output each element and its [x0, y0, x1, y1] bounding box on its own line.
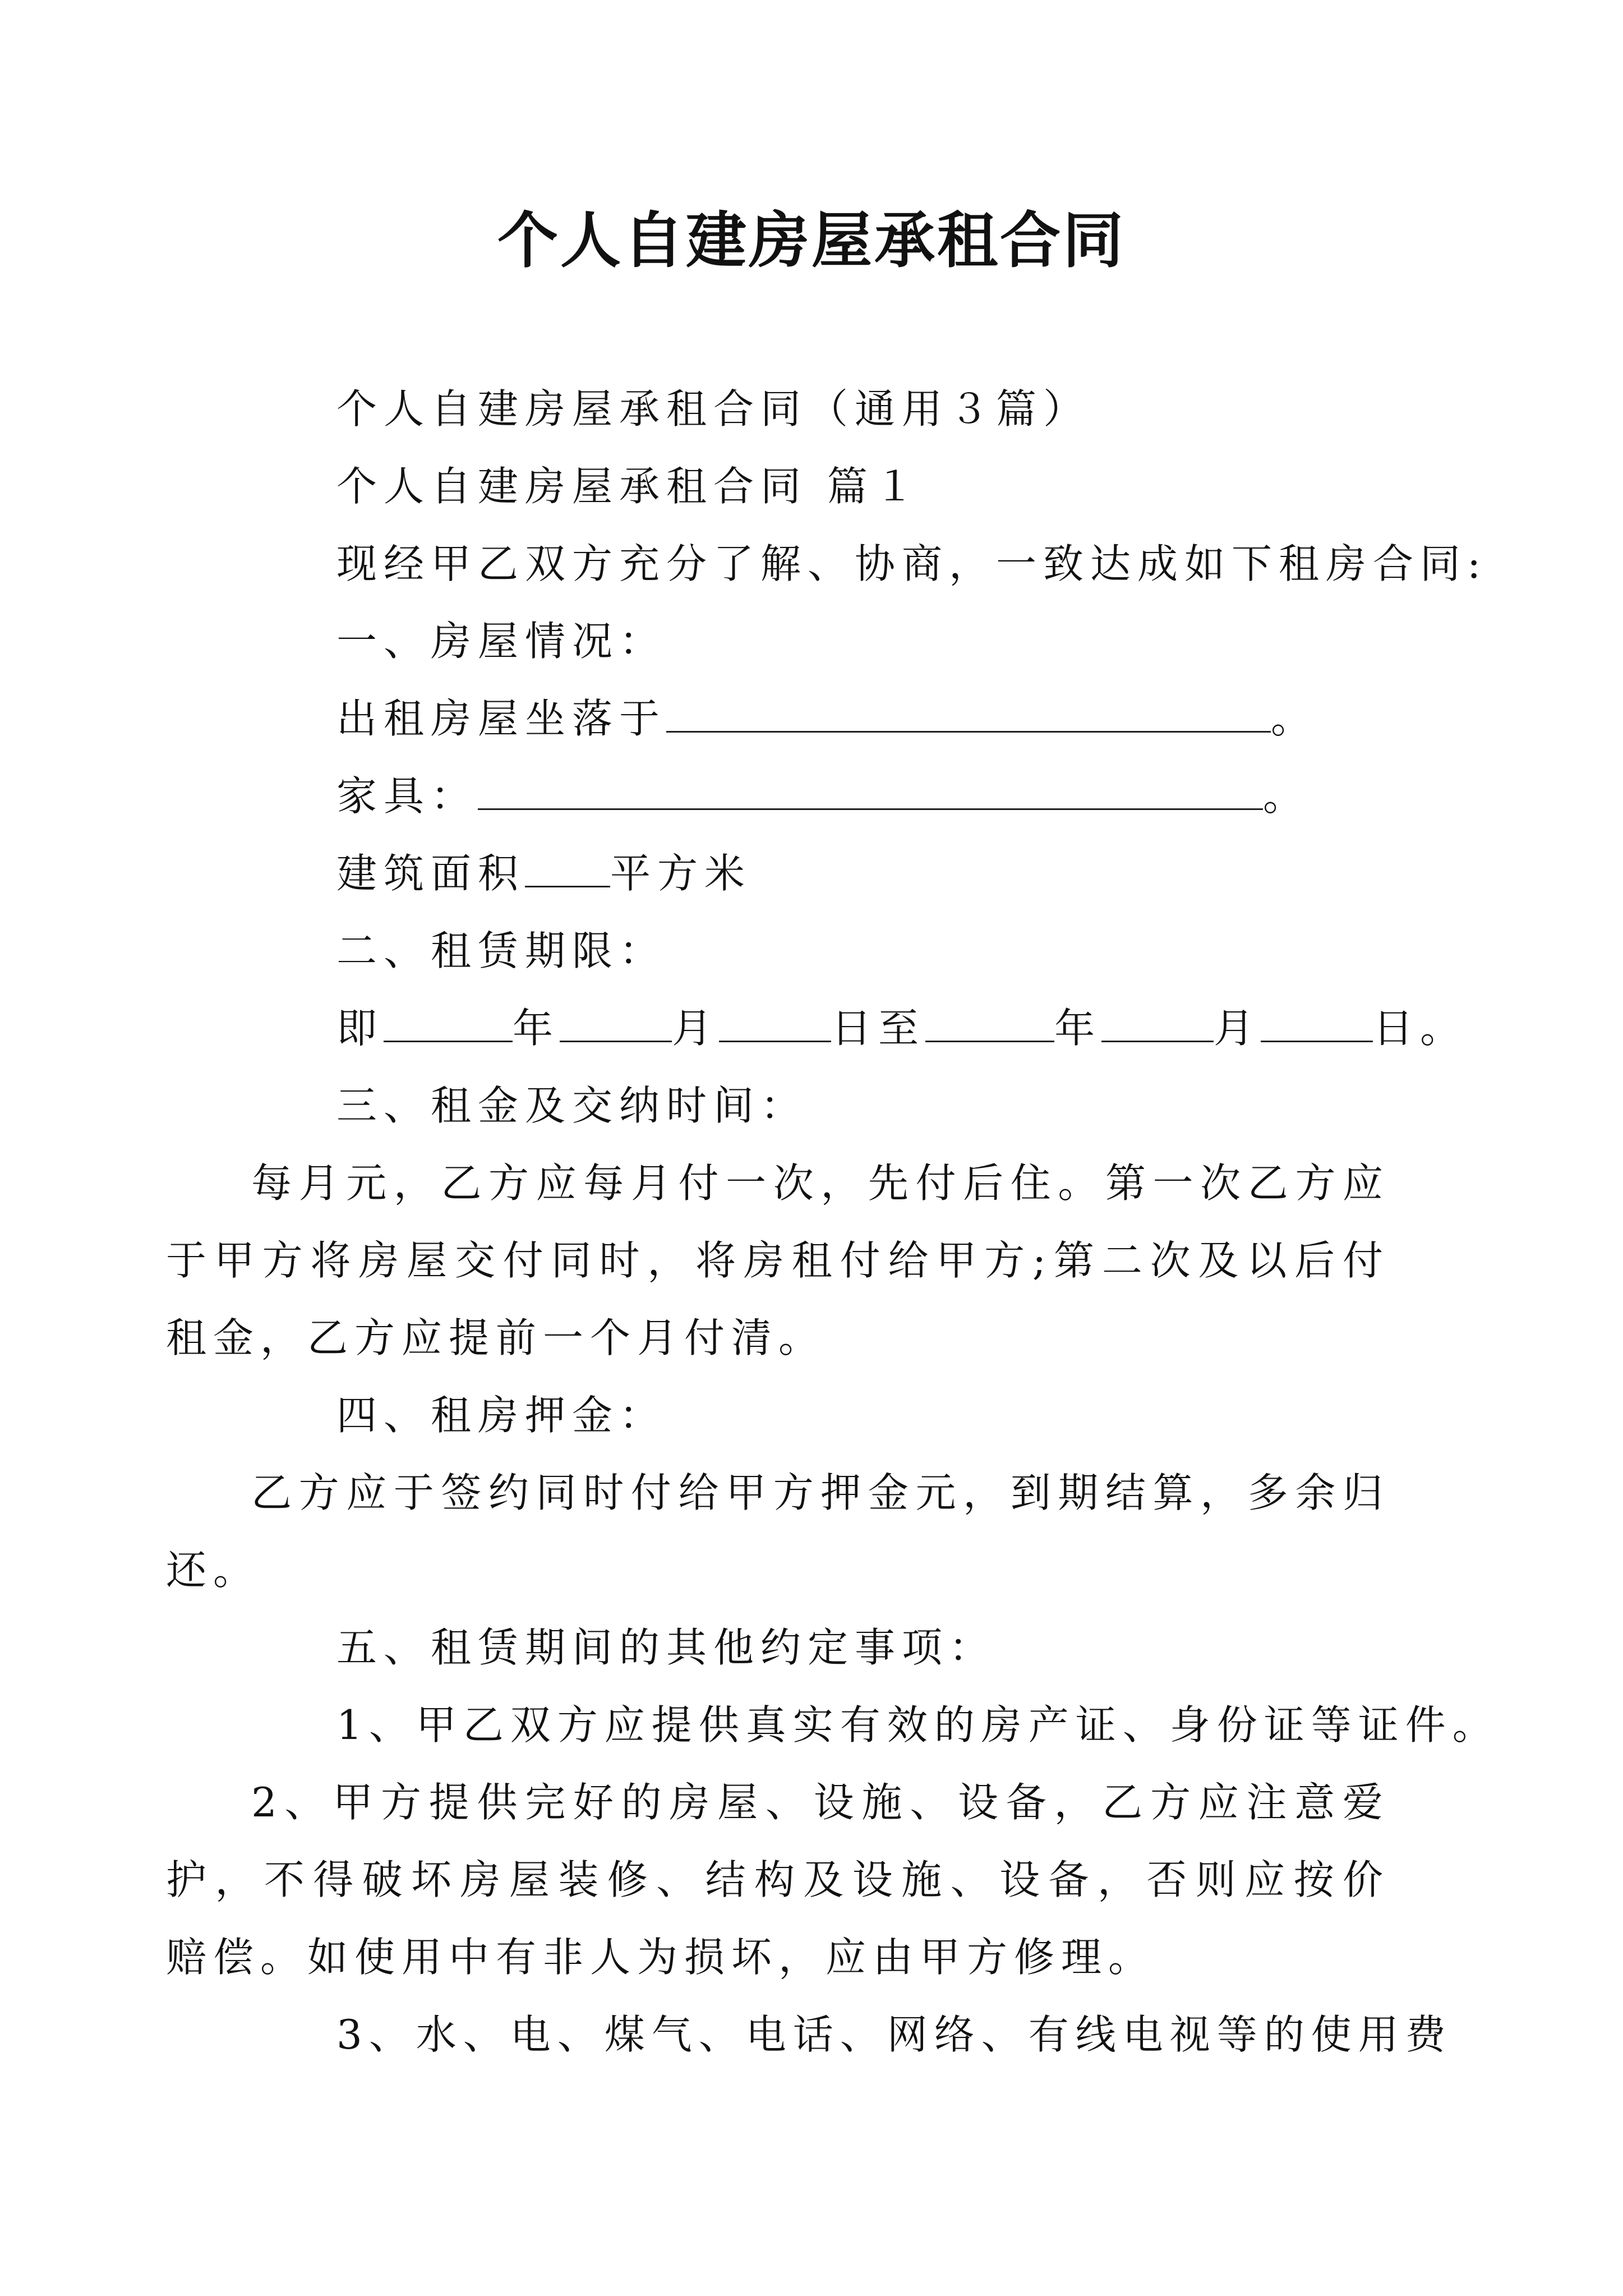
- item-3: 3、水、电、煤气、电话、网络、有线电视等的使用费: [336, 2011, 1453, 2058]
- location-end: 。: [1271, 695, 1318, 742]
- document-title: 个人自建房屋承租合同: [497, 206, 1126, 276]
- term-day-end: 日。: [1373, 1005, 1468, 1052]
- furniture-end: 。: [1263, 772, 1311, 820]
- item-1: 1、甲乙双方应提供真实有效的房产证、身份证等证件。: [336, 1701, 1500, 1749]
- term-start-year-blank[interactable]: [384, 1006, 513, 1042]
- term-month2: 月: [1214, 1005, 1261, 1052]
- term-prefix: 即: [336, 1005, 384, 1052]
- section3-title: 三、租金及交纳时间：: [336, 1082, 808, 1129]
- section4-title: 四、租房押金：: [336, 1392, 667, 1439]
- area-line: [251, 835, 1390, 912]
- section4-body: 乙方应于签约同时付给甲方押金元，到期结算，多余归还。: [166, 1469, 1390, 1594]
- section2-title: 二、租赁期限：: [336, 927, 667, 974]
- heading-general: 个人自建房屋承租合同（通用３篇）: [336, 385, 1091, 432]
- location-blank[interactable]: [666, 696, 1271, 733]
- section3-body: 每月元，乙方应每月付一次，先付后住。第一次乙方应于甲方将房屋交付同时，将房租付给甲方;第二次及以后付租金，乙方应提前一个月付清。: [166, 1159, 1390, 1361]
- term-end-month-blank[interactable]: [1101, 1006, 1214, 1042]
- location-line: [251, 680, 1390, 757]
- section5-title: 五、租赁期间的其他约定事项：: [336, 1624, 997, 1671]
- furniture-blank[interactable]: [478, 774, 1263, 810]
- item-2: 2、甲方提供完好的房屋、设施、设备，乙方应注意爱护，不得破坏房屋装修、结构及设施、设备，否则应按价赔偿。如使用中有非人为损坏，应由甲方修理。: [166, 1779, 1390, 1981]
- term-end-day-blank[interactable]: [1261, 1006, 1373, 1042]
- heading-part1: 个人自建房屋承租合同 篇１: [336, 463, 921, 510]
- area-label: 建筑面积: [336, 850, 525, 897]
- section1-title: 一、房屋情况：: [336, 618, 667, 665]
- area-blank[interactable]: [525, 851, 610, 887]
- term-line: [251, 990, 1468, 1067]
- term-start-day-blank[interactable]: [719, 1006, 831, 1042]
- term-month: 月: [672, 1005, 720, 1052]
- term-year2: 年: [1054, 1005, 1102, 1052]
- term-day-to: 日至: [831, 1005, 926, 1052]
- term-year: 年: [513, 1005, 560, 1052]
- furniture-label: 家具：: [336, 772, 478, 820]
- document-body: [166, 370, 1500, 2073]
- term-start-month-blank[interactable]: [560, 1006, 672, 1042]
- area-unit: 平方米: [610, 850, 752, 897]
- term-end-year-blank[interactable]: [925, 1006, 1054, 1042]
- location-label: 出租房屋坐落于: [336, 695, 667, 742]
- intro-paragraph: 现经甲乙双方充分了解、协商，一致达成如下租房合同:: [336, 540, 1488, 587]
- furniture-line: [251, 757, 1390, 835]
